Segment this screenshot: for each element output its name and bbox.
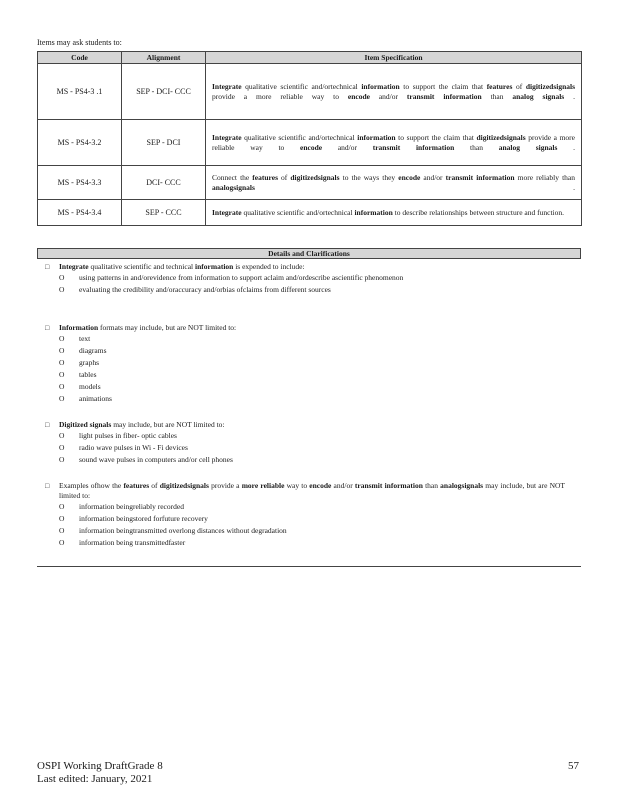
circle-bullet-icon: O [59, 526, 65, 535]
text-run: signals [535, 142, 558, 152]
circle-bullet-icon: O [59, 431, 65, 440]
text-run: . [557, 142, 575, 152]
circle-bullet-icon: O [59, 514, 65, 523]
text-run: more reliably than [514, 172, 575, 182]
text-run: Integrate [212, 207, 242, 217]
circle-bullet-icon: O [59, 346, 65, 355]
text-run: features [123, 481, 150, 490]
text-run: may include, but are NOT limited to: [111, 420, 225, 429]
text-run: Connect the [212, 172, 253, 182]
text-run: features [486, 81, 513, 91]
text-run: Integrate [212, 132, 242, 142]
text-run: qualitative scientific and/ortechnical [241, 132, 358, 142]
text-run: . [254, 182, 575, 192]
list-item-text: information beingstored forfuture recovery [79, 514, 208, 523]
details-block [45, 262, 565, 296]
list-item [45, 525, 565, 537]
text-run: transmit [445, 172, 474, 182]
text-run: . [564, 91, 576, 101]
details-lead [45, 323, 565, 333]
text-run: information [384, 481, 423, 490]
text-run: encode [309, 481, 332, 490]
alignment-cell: SEP - DCI [122, 120, 206, 166]
text-run: to the ways they [339, 172, 399, 182]
circle-bullet-icon: O [59, 394, 65, 403]
text-run: Integrate [212, 81, 242, 91]
text-run: transmit [354, 481, 383, 490]
checkbox-bullet-icon: □ [45, 324, 50, 332]
list-item-text: graphs [79, 358, 99, 367]
text-run: is expended to include: [233, 262, 305, 271]
text-run: encode [398, 172, 421, 182]
list-item-text: sound wave pulses in computers and/or cell phones [79, 455, 233, 464]
text-run: information [195, 262, 234, 271]
text-run: and/or [331, 481, 355, 490]
text-run: of [277, 172, 291, 182]
checkbox-bullet-icon: □ [45, 263, 50, 271]
list-item [45, 284, 565, 296]
list-item-text: using patterns in and/orevidence from information to support aclaim and/ordescribe ascientific phenomenon [79, 273, 404, 282]
list-item-text: tables [79, 370, 97, 379]
text-run: information [443, 91, 482, 101]
details-header: Details and Clarifications [37, 248, 581, 259]
details-section [37, 259, 581, 567]
list-item [45, 393, 565, 405]
text-run: encode [300, 142, 323, 152]
text-run: than [454, 142, 499, 152]
text-run: information [361, 81, 400, 91]
header-item-specification: Item Specification [206, 52, 582, 64]
list-item [45, 430, 565, 442]
text-run: than [422, 481, 441, 490]
text-run: qualitative scientific and technical [88, 262, 195, 271]
list-item [45, 369, 565, 381]
checkbox-bullet-icon: □ [45, 482, 50, 490]
text-run: Integrate [59, 262, 89, 271]
text-run: to support the claim that [399, 81, 487, 91]
text-run: Digitized [59, 420, 88, 429]
item-specification-table [37, 51, 582, 226]
text-run: and/or [420, 172, 446, 182]
text-run [400, 143, 416, 152]
specification-cell [206, 64, 582, 120]
code-cell: MS - PS4-3.3 [38, 166, 122, 200]
list-item [45, 454, 565, 466]
code-cell: MS - PS4-3.2 [38, 120, 122, 166]
text-run: Information [59, 323, 99, 332]
text-run: to describe relationships between structure and function. [392, 207, 564, 217]
list-item-text: information beingreliably recorded [79, 502, 184, 511]
text-run: analogsignals [440, 481, 484, 490]
details-lead [45, 420, 565, 430]
text-run: digitizedsignals [476, 132, 526, 142]
list-item-text: light pulses in fiber- optic cables [79, 431, 177, 440]
alignment-cell: SEP - CCC [122, 200, 206, 226]
circle-bullet-icon: O [59, 382, 65, 391]
footer-edited-date: Last edited: January, 2021 [37, 773, 153, 785]
text-run: signals [89, 420, 112, 429]
text-run: information [476, 172, 515, 182]
circle-bullet-icon: O [59, 443, 65, 452]
text-run: encode [347, 91, 370, 101]
checkbox-bullet-icon: □ [45, 421, 50, 429]
text-run: Examples ofhow the [59, 481, 124, 490]
text-run: digitizedsignals [159, 481, 209, 490]
text-run: of [149, 481, 160, 490]
list-item [45, 333, 565, 345]
circle-bullet-icon: O [59, 455, 65, 464]
list-item-text: information being transmittedfaster [79, 538, 186, 547]
text-run: and/or [322, 142, 373, 152]
table-header-row [38, 52, 582, 64]
text-run: features [252, 172, 278, 182]
code-cell: MS - PS4-3.4 [38, 200, 122, 226]
list-item-text: diagrams [79, 346, 107, 355]
details-block [45, 481, 565, 549]
text-run [434, 92, 443, 101]
text-run: provide a more reliable way to [212, 91, 348, 101]
text-run: to support the claim that [395, 132, 477, 142]
details-block [45, 323, 565, 405]
intro-text: Items may ask students to: [37, 38, 122, 47]
list-item-text: text [79, 334, 91, 343]
circle-bullet-icon: O [59, 273, 65, 282]
text-run: qualitative scientific and/ortechnical [241, 207, 355, 217]
text-run: provide a more reliable way to [212, 132, 575, 152]
text-run: transmit [406, 91, 435, 101]
circle-bullet-icon: O [59, 285, 65, 294]
list-item [45, 345, 565, 357]
code-cell: MS - PS4-3 .1 [38, 64, 122, 120]
text-run: information [354, 207, 393, 217]
list-item-text: animations [79, 394, 112, 403]
list-item [45, 381, 565, 393]
alignment-cell: SEP - DCI- CCC [122, 64, 206, 120]
circle-bullet-icon: O [59, 358, 65, 367]
specification-cell [206, 200, 582, 226]
text-run: of [512, 81, 526, 91]
footer-info [37, 760, 163, 786]
list-item-text: information beingtransmitted overlong distances without degradation [79, 526, 287, 535]
text-run: way to [284, 481, 310, 490]
list-item [45, 357, 565, 369]
text-run: more reliable [241, 481, 285, 490]
details-lead [45, 481, 565, 501]
text-run: and/or [369, 91, 407, 101]
text-run: analog [498, 142, 520, 152]
table-row [38, 200, 582, 226]
list-item [45, 537, 565, 549]
specification-cell [206, 166, 582, 200]
circle-bullet-icon: O [59, 334, 65, 343]
table-row [38, 64, 582, 120]
list-item-text: models [79, 382, 101, 391]
text-run: analog signals [512, 91, 565, 101]
text-run: provide a [208, 481, 242, 490]
list-item [45, 513, 565, 525]
alignment-cell: DCI- CCC [122, 166, 206, 200]
details-block [45, 420, 565, 466]
table-row [38, 166, 582, 200]
header-code: Code [38, 52, 122, 64]
list-item [45, 272, 565, 284]
text-run: information [415, 142, 455, 152]
table-row [38, 120, 582, 166]
text-run: than [481, 91, 513, 101]
page-number: 57 [568, 760, 579, 772]
text-run: formats may include, but are NOT limited to: [98, 323, 237, 332]
text-run: analogsignals [212, 182, 255, 192]
list-item [45, 442, 565, 454]
footer-draft-label: OSPI Working DraftGrade 8 [37, 760, 163, 772]
circle-bullet-icon: O [59, 538, 65, 547]
circle-bullet-icon: O [59, 370, 65, 379]
text-run: digitizedsignals [290, 172, 340, 182]
text-run: transmit [372, 142, 401, 152]
list-item-text: evaluating the credibility and/oraccuracy and/orbias ofclaims from different sources [79, 285, 331, 294]
text-run: information [357, 132, 396, 142]
text-run: qualitative scientific and/ortechnical [241, 81, 362, 91]
circle-bullet-icon: O [59, 502, 65, 511]
header-alignment: Alignment [122, 52, 206, 64]
specification-cell [206, 120, 582, 166]
text-run: may include, but are NOT limited to: [59, 481, 565, 500]
text-run [520, 143, 536, 152]
list-item [45, 501, 565, 513]
list-item-text: radio wave pulses in Wi - Fi devices [79, 443, 188, 452]
text-run: digitizedsignals [525, 81, 576, 91]
details-lead [45, 262, 565, 272]
